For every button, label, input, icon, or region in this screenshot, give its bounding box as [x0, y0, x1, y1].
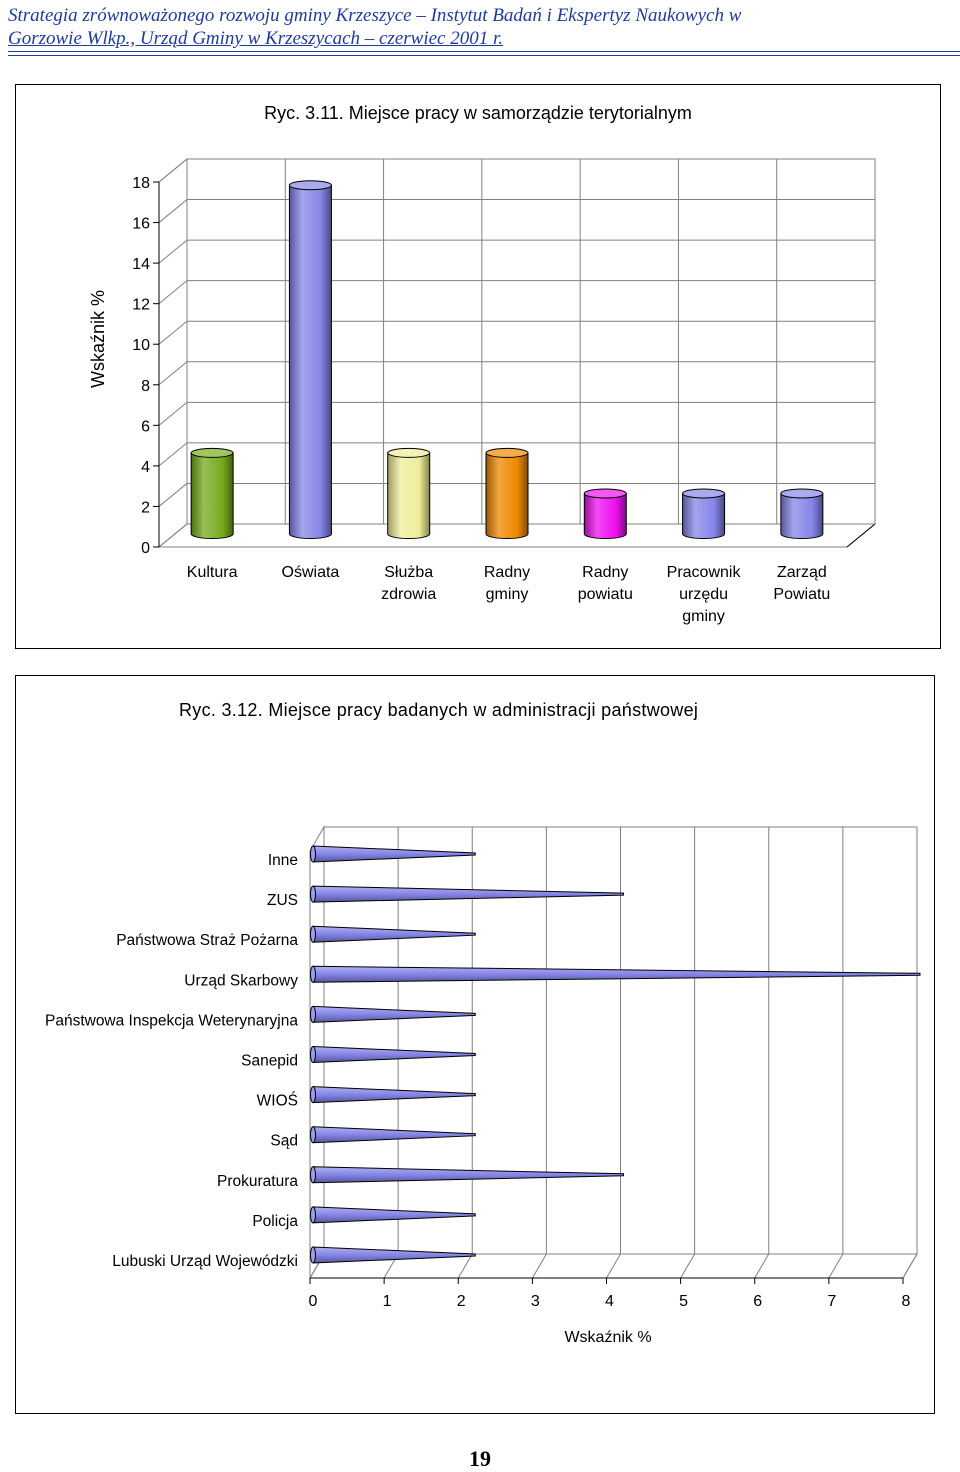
header-line-1: Strategia zrównoważonego rozwoju gminy Krzeszyce – Instytut Badań i Ekspertyz Naukowych w	[8, 5, 742, 26]
x-tick-label: 0	[308, 1293, 318, 1310]
bar-body	[289, 185, 331, 538]
y-tick-label: 18	[132, 175, 150, 192]
x-tick-label: 1	[382, 1293, 392, 1310]
bar-base	[311, 926, 316, 942]
y-tick-label: 14	[132, 256, 150, 274]
bar-body	[388, 453, 430, 539]
bar	[584, 489, 626, 539]
y-tick-label: Lubuski Urząd Wojewódzki	[112, 1253, 298, 1270]
x-tick-label: Powiatu	[773, 586, 831, 603]
y-tick-label: ZUS	[267, 892, 298, 910]
x-tick-label: Radny	[483, 564, 531, 581]
y-tick-label: 2	[141, 499, 150, 517]
bar-top	[486, 448, 528, 457]
bar-base	[311, 1247, 316, 1263]
y-tick-label: 16	[132, 215, 150, 233]
x-tick-label: 5	[679, 1293, 689, 1310]
y-tick-label: Państwowa Straż Pożarna	[116, 932, 298, 950]
bar-body	[191, 453, 233, 539]
bar	[486, 448, 528, 538]
y-tick-label: Prokuratura	[217, 1172, 298, 1190]
y-tick-label: 10	[132, 337, 150, 355]
x-tick-label: 8	[901, 1293, 911, 1310]
bar-base	[311, 846, 316, 862]
x-tick-label: Pracownik	[666, 564, 741, 581]
bar-base	[311, 1087, 316, 1103]
y-tick-label: WIOŚ	[256, 1092, 298, 1110]
bar-top	[191, 448, 233, 457]
header-rule	[8, 51, 960, 56]
bar-base	[311, 1006, 316, 1022]
y-tick-label: 12	[132, 296, 150, 314]
horizontal-cone-chart	[16, 676, 934, 1413]
y-tick-label: Sąd	[270, 1132, 298, 1150]
bar-top	[683, 489, 725, 498]
bar-top	[781, 489, 823, 498]
bar-body	[486, 453, 528, 539]
y-tick-label: Inne	[267, 852, 298, 869]
x-tick-label: gminy	[682, 608, 725, 625]
bar-chart-3d	[16, 85, 940, 648]
bar-base	[311, 1127, 316, 1143]
bar-top	[584, 489, 626, 498]
bar-body	[683, 493, 725, 538]
y-tick-label: 4	[141, 458, 150, 476]
page-number: 19	[469, 1446, 491, 1471]
bar-base	[311, 1207, 316, 1223]
x-tick-label: Służba	[384, 564, 434, 581]
bar	[388, 448, 430, 538]
y-tick-label: 8	[141, 377, 150, 395]
x-tick-label: Radny	[582, 564, 629, 581]
bar	[191, 448, 233, 538]
x-tick-label: 6	[753, 1293, 763, 1310]
y-tick-label: 0	[141, 540, 150, 557]
bar	[289, 181, 331, 539]
y-tick-label: 6	[141, 418, 150, 436]
bar	[683, 489, 725, 539]
bar-body	[584, 493, 626, 538]
y-tick-label: Sanepid	[241, 1052, 298, 1070]
chart-title: Ryc. 3.12. Miejsce pracy badanych w administracji państwowej	[179, 700, 699, 720]
x-tick-label: powiatu	[577, 586, 633, 603]
y-tick-label: Państwowa Inspekcja Weterynaryjna	[44, 1012, 298, 1030]
bar-base	[311, 966, 316, 982]
y-tick-label: Policja	[252, 1212, 298, 1230]
y-axis-label: Wskaźnik %	[88, 289, 108, 389]
y-tick-label: Urząd Skarbowy	[184, 972, 298, 990]
chart-frame-1	[15, 84, 941, 649]
x-tick-label: 3	[530, 1293, 540, 1310]
x-tick-label: Oświata	[281, 564, 340, 581]
chart-frame-2	[15, 675, 935, 1414]
x-tick-label: Zarząd	[776, 564, 827, 581]
x-tick-label: zdrowia	[381, 586, 437, 603]
header-line-2: Gorzowie Wlkp., Urząd Gminy w Krzeszycach – czerwiec 2001 r.	[8, 28, 504, 49]
bar-base	[311, 1167, 316, 1183]
side-wall	[159, 159, 187, 547]
x-tick-label: urzędu	[679, 586, 729, 603]
x-tick-label: gminy	[485, 586, 529, 603]
x-tick-label: 4	[605, 1293, 614, 1310]
bar-base	[311, 1047, 316, 1063]
bar	[781, 489, 823, 539]
bar-top	[388, 448, 430, 457]
x-tick-label: 2	[456, 1293, 466, 1310]
bar-top	[289, 181, 331, 190]
x-tick-label: 7	[827, 1293, 837, 1310]
bar-base	[311, 886, 316, 902]
chart-title: Ryc. 3.11. Miejsce pracy w samorządzie terytorialnym	[264, 103, 692, 123]
document-header	[8, 4, 958, 50]
x-axis-label: Wskaźnik %	[564, 1329, 652, 1346]
bar-body	[781, 493, 823, 538]
x-tick-label: Kultura	[186, 564, 238, 581]
